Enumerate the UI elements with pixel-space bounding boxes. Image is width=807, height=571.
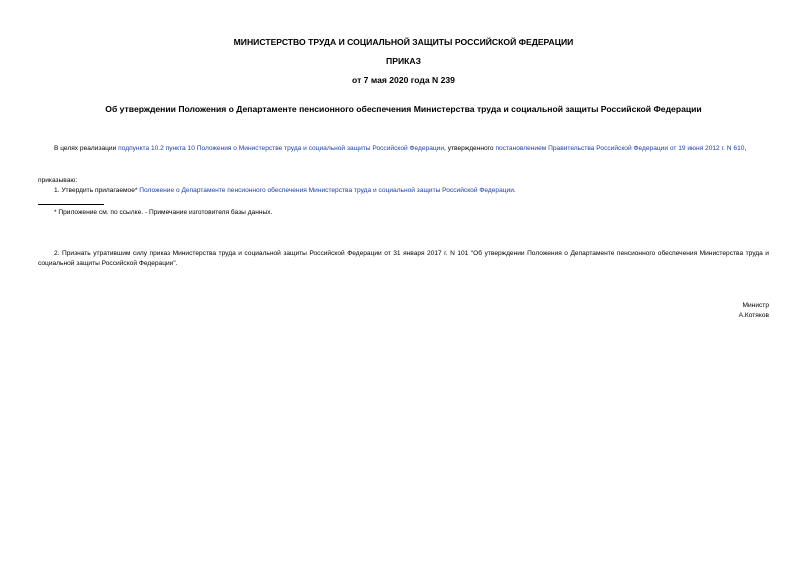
orders-word: приказываю: [38,177,78,184]
date-number-heading: от 7 мая 2020 года N 239 [352,75,455,85]
government-decree-link[interactable]: постановлением Правительства Российской Федерации от 19 июня 2012 г. N 610 [495,145,745,152]
preamble-text-after: , [744,145,747,152]
item-1-text-after: . [513,187,516,194]
document-type-heading: ПРИКАЗ [386,56,421,66]
preamble-paragraph [38,144,769,154]
preamble-text-middle: , утвержденного [444,145,496,152]
signature-name: А.Котяков [738,312,769,319]
footnote: * Приложение см. по ссылке. - Примечание изготовителя базы данных. [54,209,273,216]
regulation-link[interactable]: подпункта 10.2 пункта 10 Положения о Министерстве труда и социальной защиты Российской Федерации [118,145,445,152]
regulation-document-link[interactable]: Положение о Департаменте пенсионного обеспечения Министерства труда и социальной защиты Российской Федерации [139,187,514,194]
footnote-divider [38,204,104,205]
document-title: Об утверждении Положения о Департаменте пенсионного обеспечения Министерства труда и социальной защиты Российской Федерации [105,104,702,114]
preamble-text-before: В целях реализации [54,145,119,152]
item-1-text-before: 1. Утвердить прилагаемое* [54,187,140,194]
item-1-paragraph [38,186,769,196]
signature-position: Министр [742,302,769,309]
item-2-paragraph: 2. Признать утратившим силу приказ Министерства труда и социальной защиты Российской Федерации от 31 января 2017 г. N 101 "Об утверждении Положения о Департаменте пенсионного обеспечения Министерства труда и социальной защиты Российской Федерации". [38,250,769,267]
ministry-heading: МИНИСТЕРСТВО ТРУДА И СОЦИАЛЬНОЙ ЗАЩИТЫ РОССИЙСКОЙ ФЕДЕРАЦИИ [233,37,574,47]
